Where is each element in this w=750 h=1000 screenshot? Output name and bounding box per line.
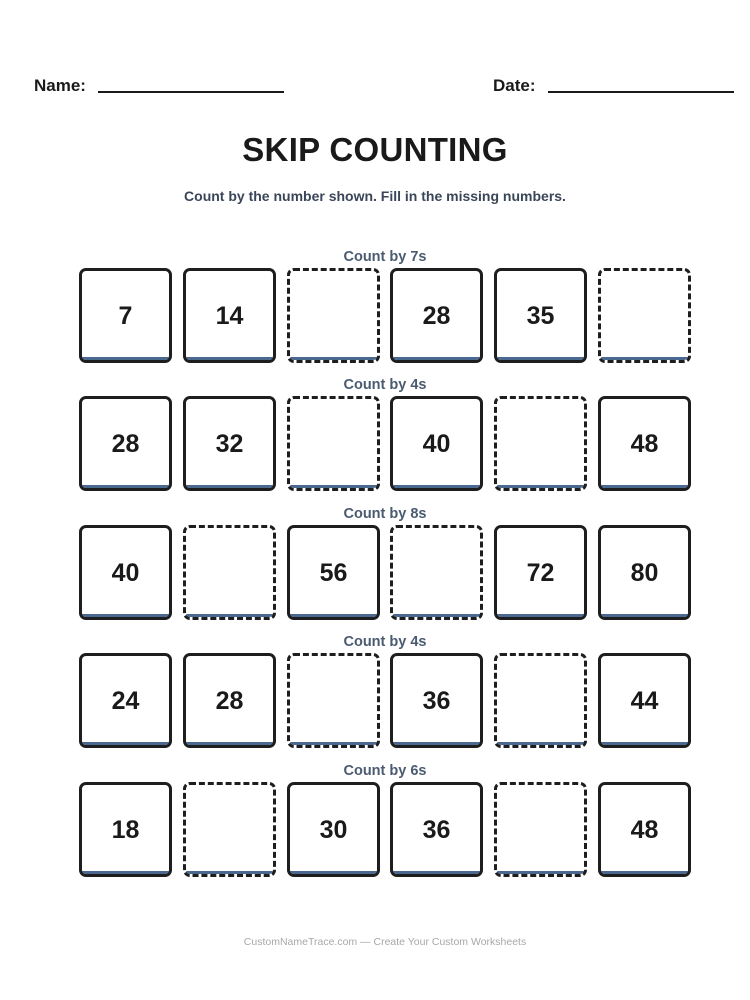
number-box (598, 782, 691, 877)
footer: CustomNameTrace.com — Create Your Custom Worksheets (243, 936, 527, 948)
number-box (183, 268, 276, 363)
box-number: 48 (630, 430, 659, 458)
date-field[interactable] (493, 74, 734, 98)
number-box (494, 268, 587, 363)
box-number: 14 (215, 302, 244, 330)
box-number: 40 (111, 559, 140, 587)
number-boxes (79, 268, 691, 363)
blank-answer-box[interactable] (390, 525, 483, 620)
number-boxes (79, 525, 691, 620)
blank-answer-box[interactable] (598, 268, 691, 363)
number-box (79, 782, 172, 877)
number-box (79, 396, 172, 491)
box-number: 35 (526, 302, 555, 330)
blank-answer-box[interactable] (183, 782, 276, 877)
box-number: 44 (630, 687, 659, 715)
box-number: 7 (118, 302, 133, 330)
number-box (390, 653, 483, 748)
box-number: 56 (319, 559, 348, 587)
instructions: Count by the number shown. Fill in the missing numbers. (184, 188, 566, 204)
name-line[interactable] (98, 91, 284, 93)
number-box (183, 396, 276, 491)
number-box (287, 525, 380, 620)
date-label: Date: (493, 76, 536, 95)
blank-answer-box[interactable] (183, 525, 276, 620)
blank-answer-box[interactable] (287, 653, 380, 748)
name-label: Name: (34, 76, 86, 95)
box-number: 28 (111, 430, 140, 458)
number-box (390, 268, 483, 363)
blank-answer-box[interactable] (494, 782, 587, 877)
number-boxes (79, 653, 691, 748)
box-number: 36 (422, 687, 451, 715)
box-number: 48 (630, 816, 659, 844)
box-number: 32 (215, 430, 244, 458)
problem-label: Count by 8s (343, 506, 427, 522)
number-box (390, 782, 483, 877)
number-box (183, 653, 276, 748)
blank-answer-box[interactable] (287, 396, 380, 491)
box-number: 28 (422, 302, 451, 330)
blank-answer-box[interactable] (287, 268, 380, 363)
name-field[interactable] (34, 74, 284, 98)
box-number: 24 (111, 687, 140, 715)
box-number: 72 (526, 559, 555, 587)
blank-answer-box[interactable] (494, 396, 587, 491)
blank-answer-box[interactable] (494, 653, 587, 748)
number-boxes (79, 782, 691, 877)
box-number: 40 (422, 430, 451, 458)
number-box (494, 525, 587, 620)
problem-label: Count by 7s (343, 249, 427, 265)
problem-label: Count by 6s (343, 763, 427, 779)
box-number: 36 (422, 816, 451, 844)
number-box (79, 653, 172, 748)
number-box (390, 396, 483, 491)
number-box (79, 268, 172, 363)
box-number: 30 (319, 816, 348, 844)
date-line[interactable] (548, 91, 734, 93)
number-boxes (79, 396, 691, 491)
number-box (598, 396, 691, 491)
number-box (598, 525, 691, 620)
box-number: 28 (215, 687, 244, 715)
page-title: SKIP COUNTING (242, 131, 508, 168)
box-number: 80 (630, 559, 659, 587)
number-box (287, 782, 380, 877)
number-box (598, 653, 691, 748)
problem-label: Count by 4s (343, 377, 427, 393)
box-number: 18 (111, 816, 140, 844)
number-box (79, 525, 172, 620)
problem-label: Count by 4s (343, 634, 427, 650)
